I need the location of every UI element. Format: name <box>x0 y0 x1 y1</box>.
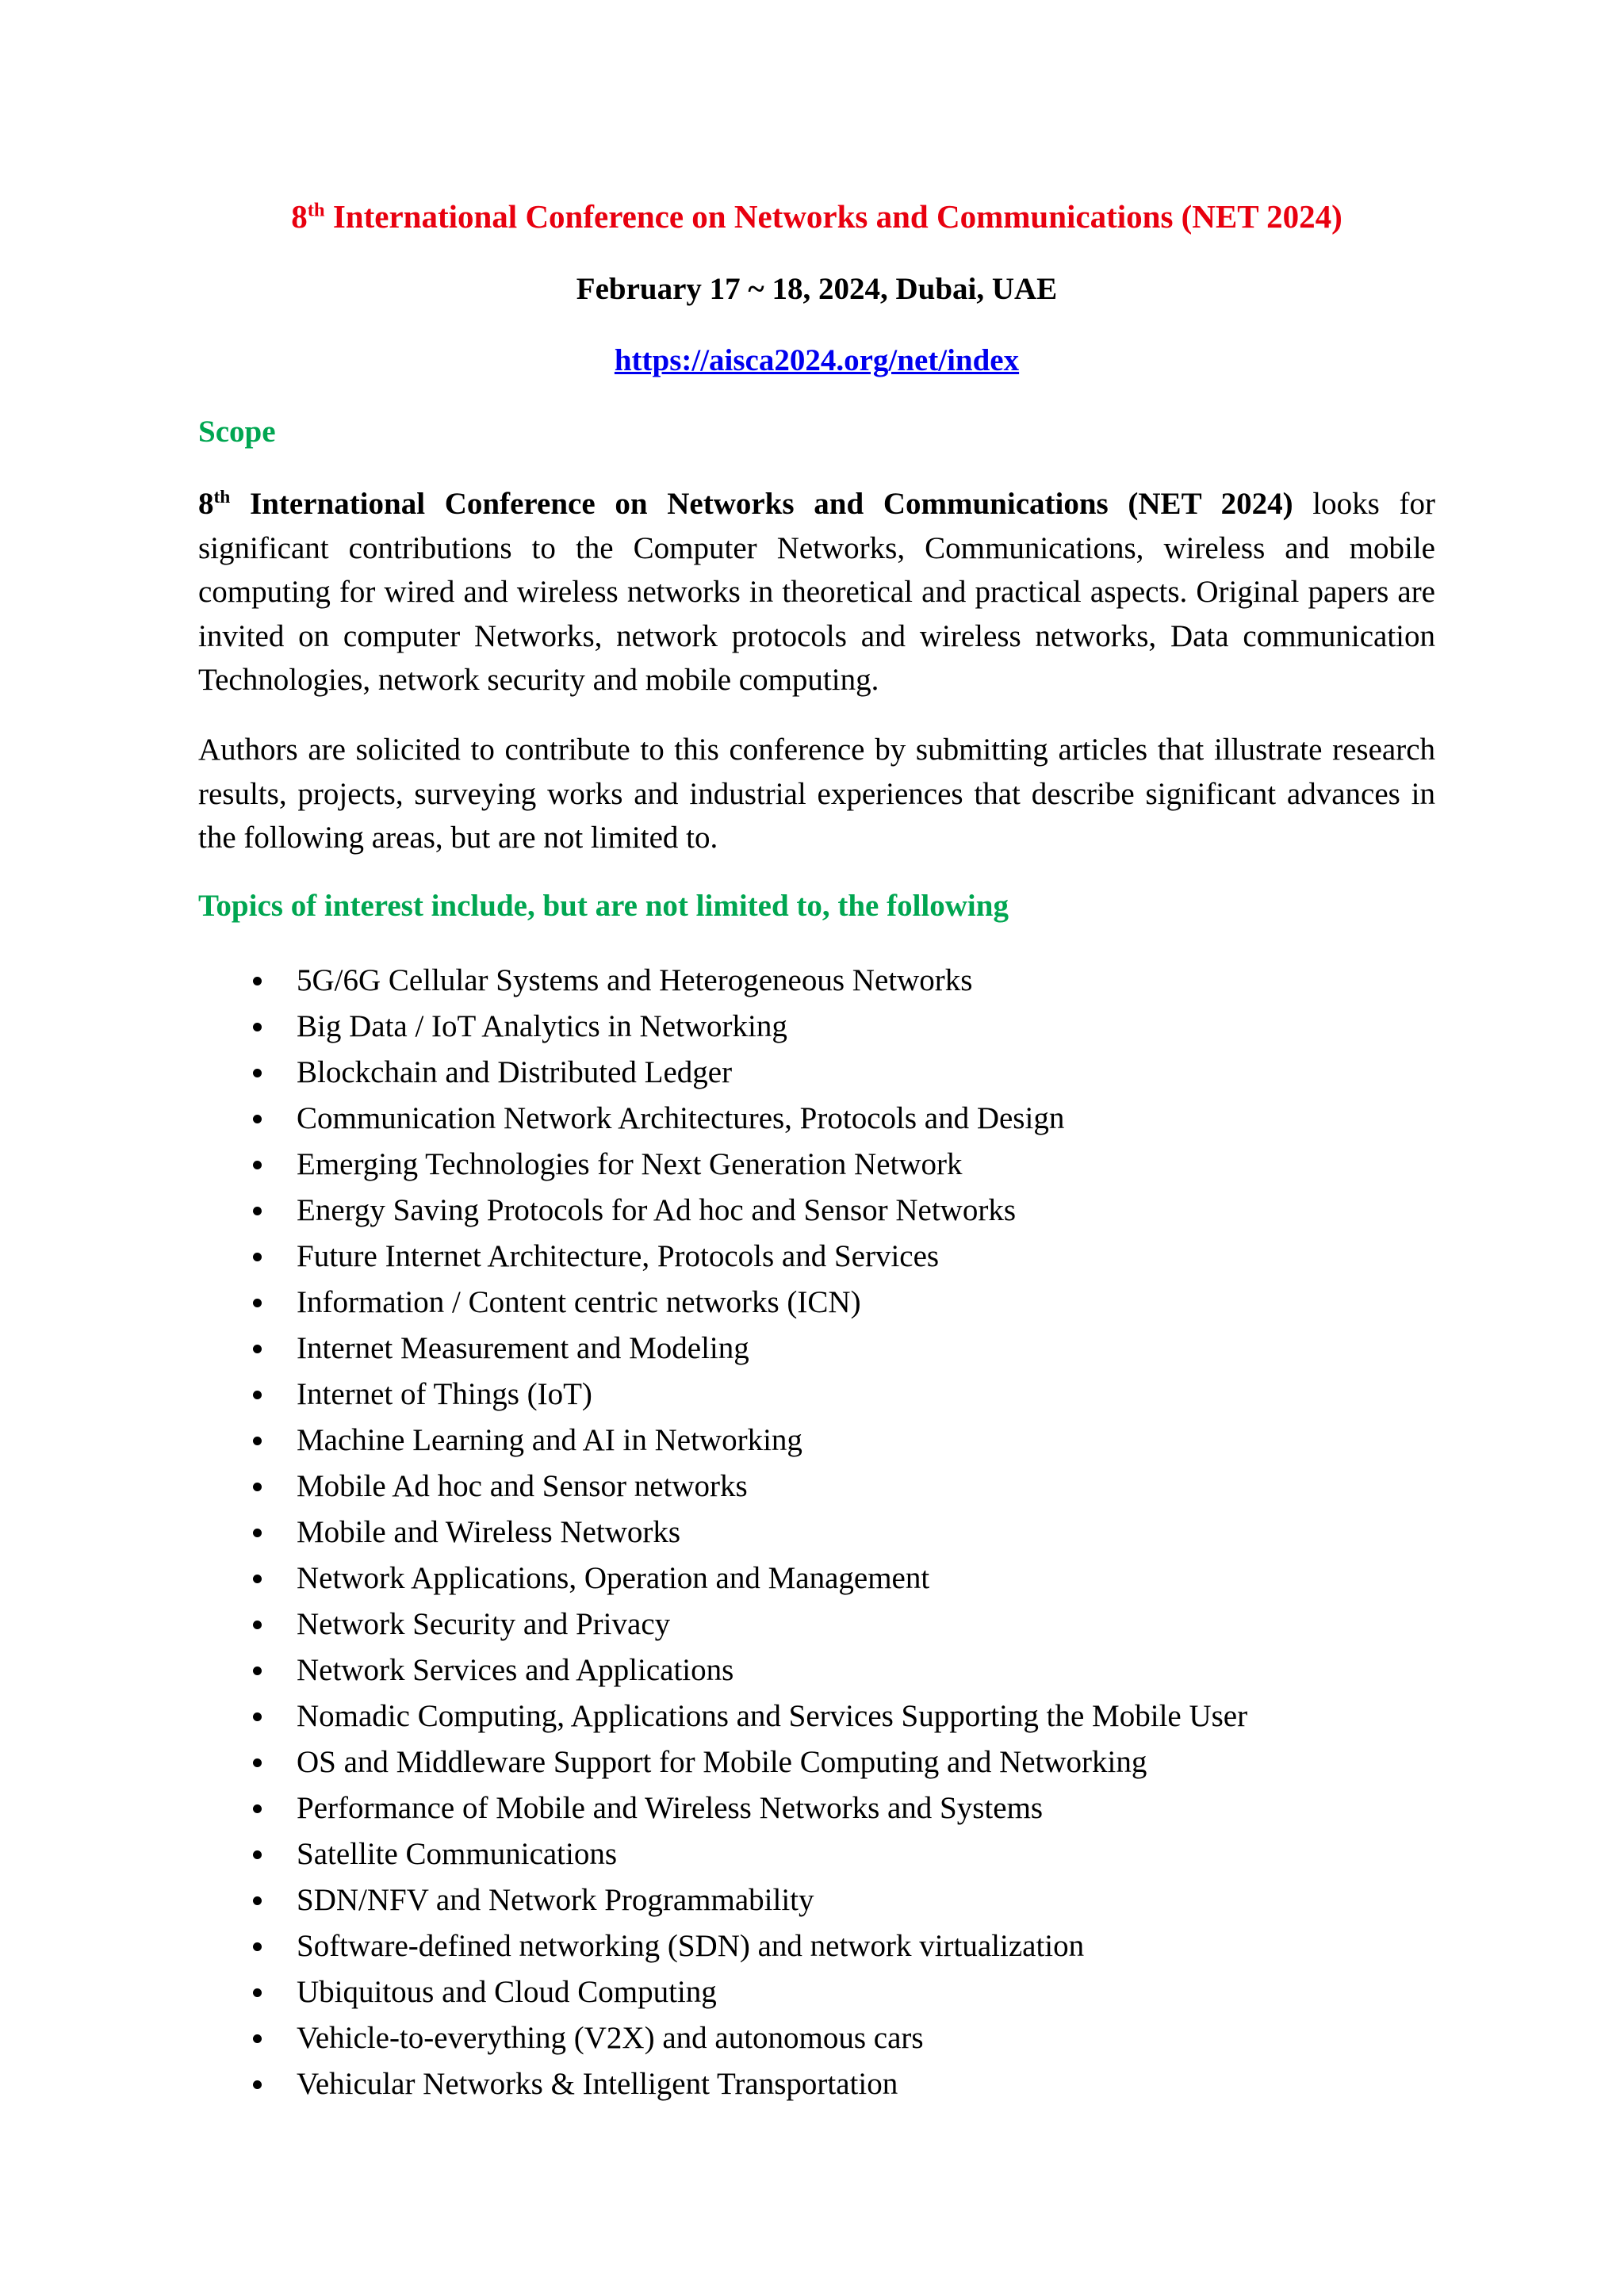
title-ordinal: 8 <box>291 198 308 235</box>
topic-text: Performance of Mobile and Wireless Networks and Systems <box>297 1791 1044 1825</box>
topic-text: Internet of Things (IoT) <box>297 1377 592 1411</box>
topics-list <box>198 958 1435 2107</box>
topic-item <box>198 1556 1435 1601</box>
bullet-icon <box>253 1253 262 1261</box>
title-ordinal-suffix: th <box>307 199 325 221</box>
topic-text: Emerging Technologies for Next Generation Network <box>297 1147 963 1181</box>
topic-text: Network Services and Applications <box>297 1653 734 1687</box>
topic-text: Network Security and Privacy <box>297 1607 671 1641</box>
topic-item <box>198 1877 1435 1923</box>
topic-item <box>198 1234 1435 1280</box>
bullet-icon <box>253 1575 262 1583</box>
topic-item <box>198 1601 1435 1647</box>
topics-heading: Topics of interest include, but are not limited to, the following <box>198 889 1009 923</box>
bullet-icon <box>253 1069 262 1077</box>
topic-item <box>198 1785 1435 1831</box>
scope-lead-ordinal-suffix: th <box>213 487 231 507</box>
topic-text: Mobile and Wireless Networks <box>297 1515 681 1549</box>
bullet-icon <box>253 1299 262 1307</box>
bullet-icon <box>253 1345 262 1353</box>
topic-item <box>198 1096 1435 1142</box>
topic-text: Satellite Communications <box>297 1837 618 1871</box>
topic-item <box>198 1510 1435 1556</box>
topic-item <box>198 1280 1435 1326</box>
bullet-icon <box>253 977 262 985</box>
topic-item <box>198 1969 1435 2015</box>
topic-item <box>198 1188 1435 1234</box>
topic-item <box>198 1739 1435 1785</box>
bullet-icon <box>253 1667 262 1675</box>
topic-item <box>198 1050 1435 1096</box>
bullet-icon <box>253 1023 262 1031</box>
bullet-icon <box>253 1988 262 1997</box>
topic-text: Ubiquitous and Cloud Computing <box>297 1975 717 2009</box>
topic-text: Big Data / IoT Analytics in Networking <box>297 1009 787 1043</box>
authors-paragraph: Authors are solicited to contribute to this conference by submitting articles that illustrate research results, projects, surveying works and industrial experiences that describe significant advances in the following areas, but are not limited to. <box>198 733 1435 855</box>
topic-item <box>198 2015 1435 2061</box>
bullet-icon <box>253 1942 262 1951</box>
topic-item <box>198 1418 1435 1464</box>
topic-text: Internet Measurement and Modeling <box>297 1331 749 1365</box>
topic-text: SDN/NFV and Network Programmability <box>297 1883 814 1917</box>
bullet-icon <box>253 1161 262 1169</box>
topic-text: Blockchain and Distributed Ledger <box>297 1055 733 1089</box>
bullet-icon <box>253 1621 262 1629</box>
topic-text: Network Applications, Operation and Management <box>297 1561 930 1595</box>
topic-text: Vehicular Networks & Intelligent Transportation <box>297 2067 898 2101</box>
topic-item <box>198 1693 1435 1739</box>
scope-paragraph-text: looks for significant contributions to the Computer Networks, Communications, wireless and mobile computing for wired and wireless networks in theoretical and practical aspects. Original papers are invited on computer Networks, network protocols and wireless networks, Data communication Technologies, network security and mobile computing. <box>198 487 1435 697</box>
conference-dateline: February 17 ~ 18, 2024, Dubai, UAE <box>576 272 1058 306</box>
bullet-icon <box>253 1437 262 1445</box>
topic-text: Mobile Ad hoc and Sensor networks <box>297 1469 748 1503</box>
topic-item <box>198 1142 1435 1188</box>
topic-item <box>198 958 1435 1004</box>
bullet-icon <box>253 1115 262 1123</box>
topic-text: Energy Saving Protocols for Ad hoc and Sensor Networks <box>297 1193 1016 1227</box>
topic-text: Vehicle-to-everything (V2X) and autonomous cars <box>297 2021 924 2055</box>
bullet-icon <box>253 1896 262 1905</box>
bullet-icon <box>253 1758 262 1767</box>
topic-item <box>198 1004 1435 1050</box>
scope-lead <box>198 487 1293 521</box>
scope-lead-text: International Conference on Networks and Communications (NET 2024) <box>230 487 1293 521</box>
topic-item <box>198 1923 1435 1969</box>
topic-text: Software-defined networking (SDN) and network virtualization <box>297 1929 1085 1963</box>
bullet-icon <box>253 1804 262 1813</box>
bullet-icon <box>253 1483 262 1491</box>
topic-text: Future Internet Architecture, Protocols and Services <box>297 1239 940 1273</box>
bullet-icon <box>253 1712 262 1721</box>
scope-heading: Scope <box>198 415 276 449</box>
title-text: International Conference on Networks and Communications (NET 2024) <box>324 198 1342 235</box>
conference-url-line <box>198 341 1435 381</box>
topic-text: Machine Learning and AI in Networking <box>297 1423 802 1457</box>
scope-paragraph <box>198 482 1435 702</box>
topic-item <box>198 1372 1435 1418</box>
topic-item <box>198 1647 1435 1693</box>
topic-item <box>198 1831 1435 1877</box>
bullet-icon <box>253 1391 262 1399</box>
topic-item <box>198 1326 1435 1372</box>
conference-url-link[interactable]: https://aisca2024.org/net/index <box>614 343 1020 377</box>
topic-text: OS and Middleware Support for Mobile Computing and Networking <box>297 1745 1147 1779</box>
bullet-icon <box>253 2034 262 2043</box>
topic-text: Nomadic Computing, Applications and Services Supporting the Mobile User <box>297 1699 1248 1733</box>
bullet-icon <box>253 2080 262 2089</box>
bullet-icon <box>253 1207 262 1215</box>
topic-item <box>198 1464 1435 1510</box>
conference-title <box>198 197 1435 236</box>
bullet-icon <box>253 1850 262 1859</box>
topic-item <box>198 2061 1435 2107</box>
topic-text: Communication Network Architectures, Protocols and Design <box>297 1101 1065 1135</box>
topic-text: Information / Content centric networks (ICN) <box>297 1285 861 1319</box>
scope-lead-ordinal: 8 <box>198 487 214 521</box>
bullet-icon <box>253 1529 262 1537</box>
topic-text: 5G/6G Cellular Systems and Heterogeneous Networks <box>297 963 973 997</box>
